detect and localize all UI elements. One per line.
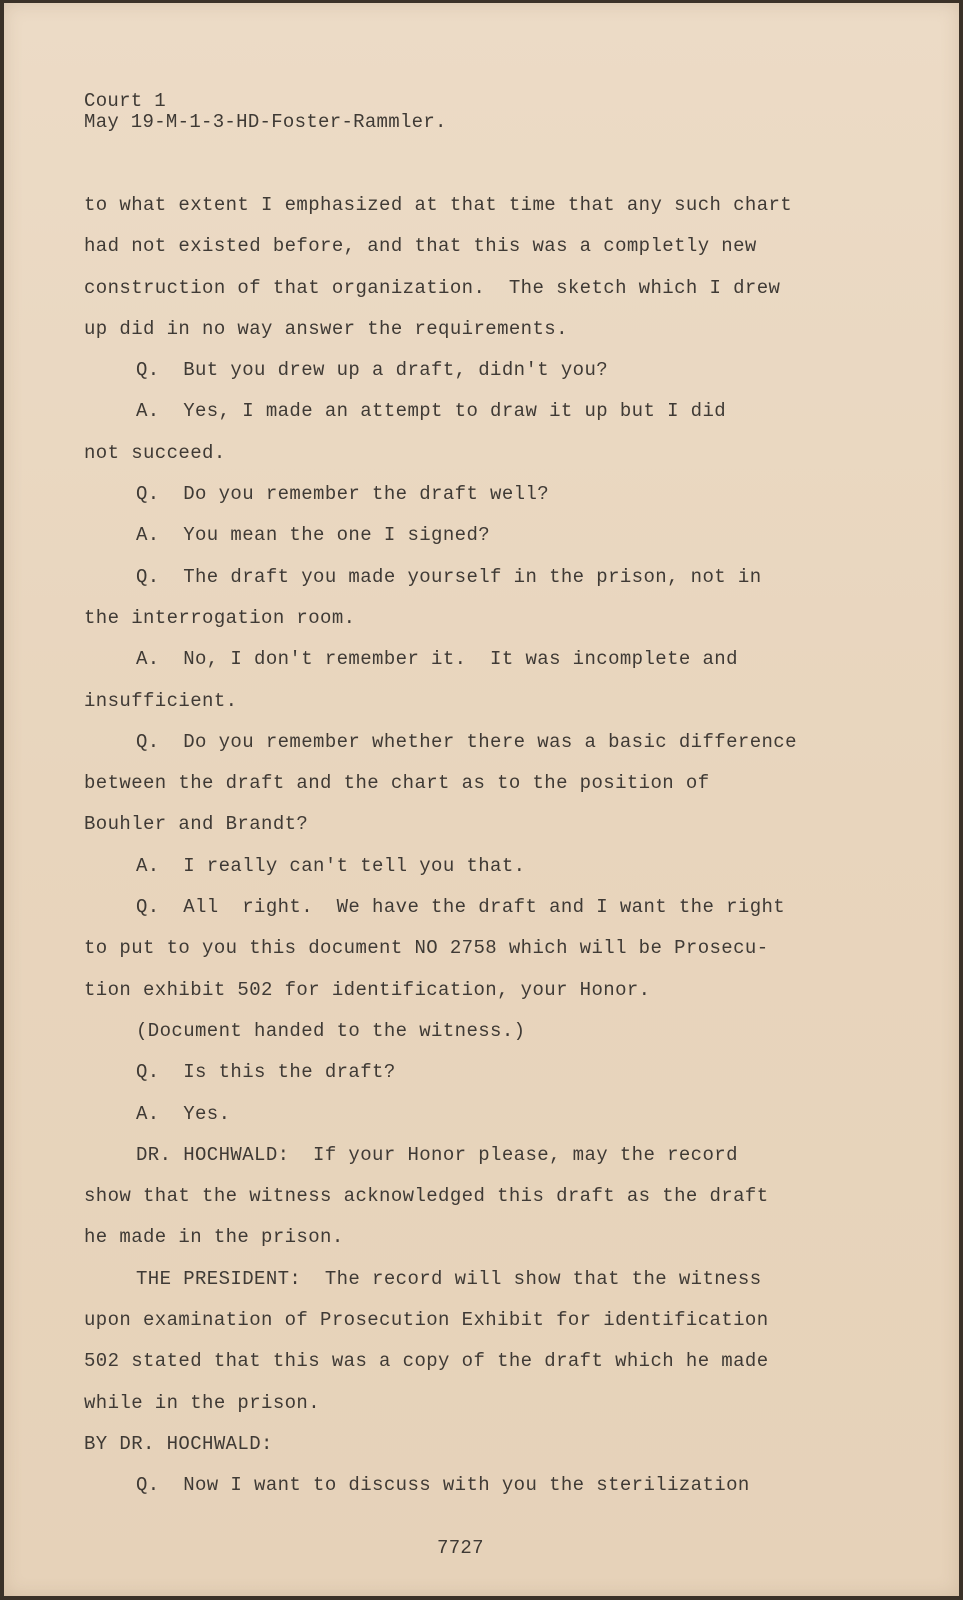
transcript-line: not succeed.	[84, 441, 226, 464]
speaker-line: DR. HOCHWALD: If your Honor please, may the record	[136, 1143, 738, 1166]
question-line: Q. The draft you made yourself in the prison, not in	[136, 565, 762, 588]
transcript-line: upon examination of Prosecution Exhibit for identification	[84, 1309, 769, 1332]
transcript-body	[84, 185, 844, 1507]
answer-line: A. Yes.	[136, 1102, 231, 1125]
answer-line: A. No, I don't remember it. It was incomplete and	[136, 648, 738, 671]
header-court: Court 1	[84, 90, 166, 112]
question-line: Q. Do you remember whether there was a basic difference	[136, 730, 797, 753]
stage-direction-line: (Document handed to the witness.)	[136, 1019, 526, 1042]
transcript-line: insufficient.	[84, 689, 238, 712]
transcript-line: tion exhibit 502 for identification, your Honor.	[84, 978, 651, 1001]
answer-line: A. You mean the one I signed?	[136, 524, 491, 547]
transcript-line: to what extent I emphasized at that time that any such chart	[84, 194, 793, 216]
examiner-heading: BY DR. HOCHWALD:	[84, 1432, 273, 1455]
question-line: Q. Is this the draft?	[136, 1061, 396, 1084]
page-number: 7727	[437, 1537, 484, 1559]
transcript-line: up did in no way answer the requirements.	[84, 317, 568, 340]
answer-line: A. I really can't tell you that.	[136, 854, 526, 877]
question-line: Q. Now I want to discuss with you the sterilization	[136, 1474, 750, 1497]
speaker-line: THE PRESIDENT: The record will show that the witness	[136, 1267, 762, 1290]
page-header	[84, 91, 447, 133]
transcript-line: show that the witness acknowledged this draft as the draft	[84, 1185, 769, 1208]
transcript-line: between the draft and the chart as to the position of	[84, 772, 710, 795]
question-line: Q. Do you remember the draft well?	[136, 483, 550, 506]
transcript-line: while in the prison.	[84, 1391, 321, 1414]
transcript-line: the interrogation room.	[84, 606, 356, 629]
question-line: Q. But you drew up a draft, didn't you?	[136, 359, 609, 382]
question-line: Q. All right. We have the draft and I want the right	[136, 896, 786, 919]
transcript-line: Bouhler and Brandt?	[84, 813, 309, 836]
transcript-line: he made in the prison.	[84, 1226, 344, 1249]
transcript-line: had not existed before, and that this was a completly new	[84, 235, 757, 258]
transcript-line: to put to you this document NO 2758 which will be Prosecu-	[84, 937, 769, 960]
document-page	[4, 3, 959, 1596]
transcript-line: construction of that organization. The sketch which I drew	[84, 276, 781, 299]
header-case-reference: May 19-M-1-3-HD-Foster-Rammler.	[84, 111, 447, 133]
answer-line: A. Yes, I made an attempt to draw it up but I did	[136, 400, 727, 423]
transcript-line: 502 stated that this was a copy of the draft which he made	[84, 1350, 769, 1373]
